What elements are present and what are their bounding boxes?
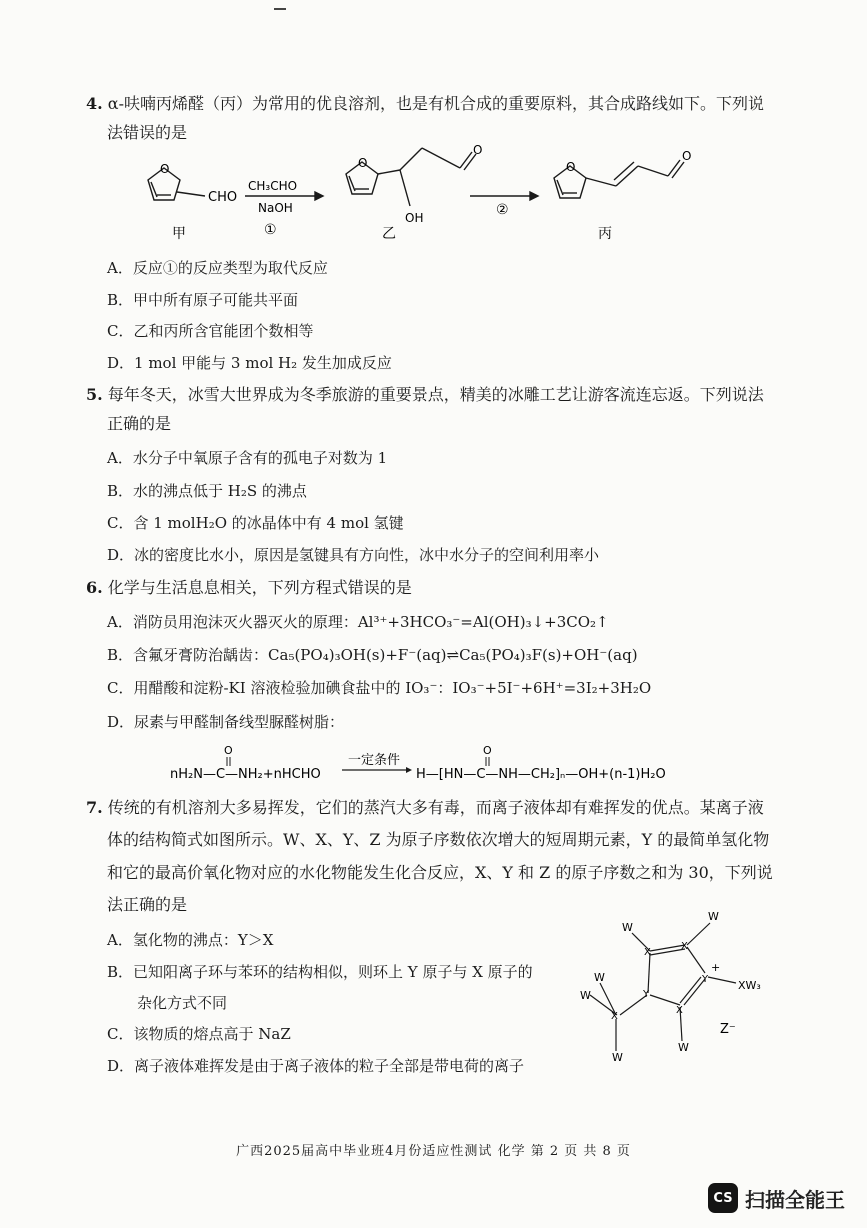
q7-option-a: A．氢化物的沸点：Y＞X (107, 931, 274, 949)
oh-label: OH (405, 211, 424, 225)
equation-right: H—[HN—C—NH—CH₂]ₙ—OH+(n-1)H₂O (416, 767, 666, 782)
svg-text:W: W (622, 921, 633, 934)
ionic-liquid-structure (570, 905, 780, 1065)
svg-text:O: O (473, 143, 483, 157)
svg-text:W: W (594, 971, 605, 984)
svg-text:O: O (483, 744, 492, 757)
q4-line2: 法错误的是 (107, 123, 188, 142)
scan-mark (274, 8, 286, 10)
xw3-group: XW₃ (738, 979, 761, 992)
svg-text:①: ① (264, 222, 277, 238)
svg-text:+: + (711, 961, 721, 974)
q4-option-d: D．1 mol 甲能与 3 mol H₂ 发生加成反应 (107, 354, 392, 372)
svg-text:O: O (224, 744, 233, 757)
q6-option-b: B．含氟牙膏防治龋齿：Ca₅(PO₄)₃OH(s)+F⁻(aq)⇌Ca₅(PO₄)₃F(s)+OH⁻(aq) (107, 646, 638, 664)
svg-text:O: O (682, 149, 692, 163)
ring-atom-x2: X (681, 941, 688, 952)
methyl-x: X (611, 1011, 618, 1022)
reagent-top: CH₃CHO (248, 179, 298, 193)
q6-option-d: D．尿素与甲醛制备线型脲醛树脂： (107, 713, 345, 731)
cho-label: CHO (208, 190, 238, 205)
q7-option-c: C．该物质的熔点高于 NaZ (107, 1025, 291, 1043)
anion-z: Z⁻ (720, 1022, 736, 1037)
q6-urea-equation (160, 740, 720, 788)
q5-line1: 5. 每年冬天，冰雪大世界成为冬季旅游的重要景点，精美的冰雕工艺让游客流连忘返。下列说法 (86, 385, 764, 404)
q5-option-a: A．水分子中氧原子含有的孤电子对数为 1 (107, 449, 388, 467)
svg-text:O: O (358, 156, 368, 170)
q6-option-a: A．消防员用泡沫灭火器灭火的原理：Al³⁺+3HCO₃⁻=Al(OH)₃↓+3CO₂↑ (107, 613, 609, 631)
q7-option-b-line1: B．已知阳离子环与苯环的结构相似，则环上 Y 原子与 X 原子的 (107, 963, 533, 981)
label-jia: 甲 (172, 226, 186, 242)
q7-line1: 7. 传统的有机溶剂大多易挥发，它们的蒸汽大多有毒，而离子液体却有难挥发的优点。某离子液 (86, 798, 764, 817)
svg-text:②: ② (496, 202, 509, 218)
scanner-watermark (708, 1180, 858, 1216)
q7-option-b-line2: 杂化方式不同 (137, 994, 228, 1012)
ring-atom-y: Y (643, 989, 650, 1000)
ring-atom-x3: X (676, 1005, 683, 1016)
q6-option-c: C．用醋酸和淀粉-KI 溶液检验加碘食盐中的 IO₃⁻：IO₃⁻+5I⁻+6H⁺=3I₂+3H₂O (107, 679, 652, 697)
q4-option-c: C．乙和丙所含官能团个数相等 (107, 322, 314, 340)
svg-text:W: W (580, 989, 591, 1002)
svg-text:W: W (708, 910, 719, 923)
q4-number: 4. (86, 94, 103, 113)
ring-atom-y-plus: Y (702, 974, 709, 985)
q5-option-c: C．含 1 molH₂O 的冰晶体中有 4 mol 氢键 (107, 514, 404, 532)
equation-left: nH₂N—C—NH₂+nHCHO (170, 767, 321, 782)
label-yi: 乙 (382, 226, 396, 242)
q4-option-a: A．反应①的反应类型为取代反应 (107, 259, 328, 277)
q5-option-d: D．冰的密度比水小，原因是氢键具有方向性，冰中水分子的空间利用率小 (107, 546, 600, 564)
watermark-text: 扫描全能王 (745, 1187, 845, 1212)
svg-text:W: W (612, 1051, 623, 1064)
q4-synthesis-scheme (120, 140, 720, 250)
q7-option-d: D．离子液体难挥发是由于离子液体的粒子全部是带电荷的离子 (107, 1057, 525, 1075)
q4-line1: 4. α-呋喃丙烯醛（丙）为常用的优良溶剂，也是有机合成的重要原料，其合成路线如下。下列说 (86, 94, 765, 113)
q7-line3: 和它的最高价氧化物对应的水化物能发生化合反应，X、Y 和 Z 的原子序数之和为 30，下列说 (107, 863, 773, 882)
q5-line2: 正确的是 (107, 414, 172, 433)
q4-option-b: B．甲中所有原子可能共平面 (107, 291, 299, 309)
reagent-bottom: NaOH (258, 201, 293, 215)
svg-text:O: O (160, 162, 170, 176)
q5-option-b: B．水的沸点低于 H₂S 的沸点 (107, 482, 307, 500)
camscanner-logo-icon: CS (708, 1183, 738, 1213)
q6-line1: 6. 化学与生活息息相关，下列方程式错误的是 (86, 578, 412, 597)
page-footer: 广西2025届高中毕业班4月份适应性测试 化学 第 2 页 共 8 页 (236, 1144, 631, 1159)
equation-condition: 一定条件 (348, 753, 401, 768)
label-bing: 丙 (598, 226, 612, 242)
svg-text:O: O (566, 160, 576, 174)
svg-text:W: W (678, 1041, 689, 1054)
ring-atom-x1: X (644, 947, 651, 958)
q7-line2: 体的结构简式如图所示。W、X、Y、Z 为原子序数依次增大的短周期元素，Y 的最简单氢化物 (107, 830, 770, 849)
q7-line4: 法正确的是 (107, 895, 188, 914)
